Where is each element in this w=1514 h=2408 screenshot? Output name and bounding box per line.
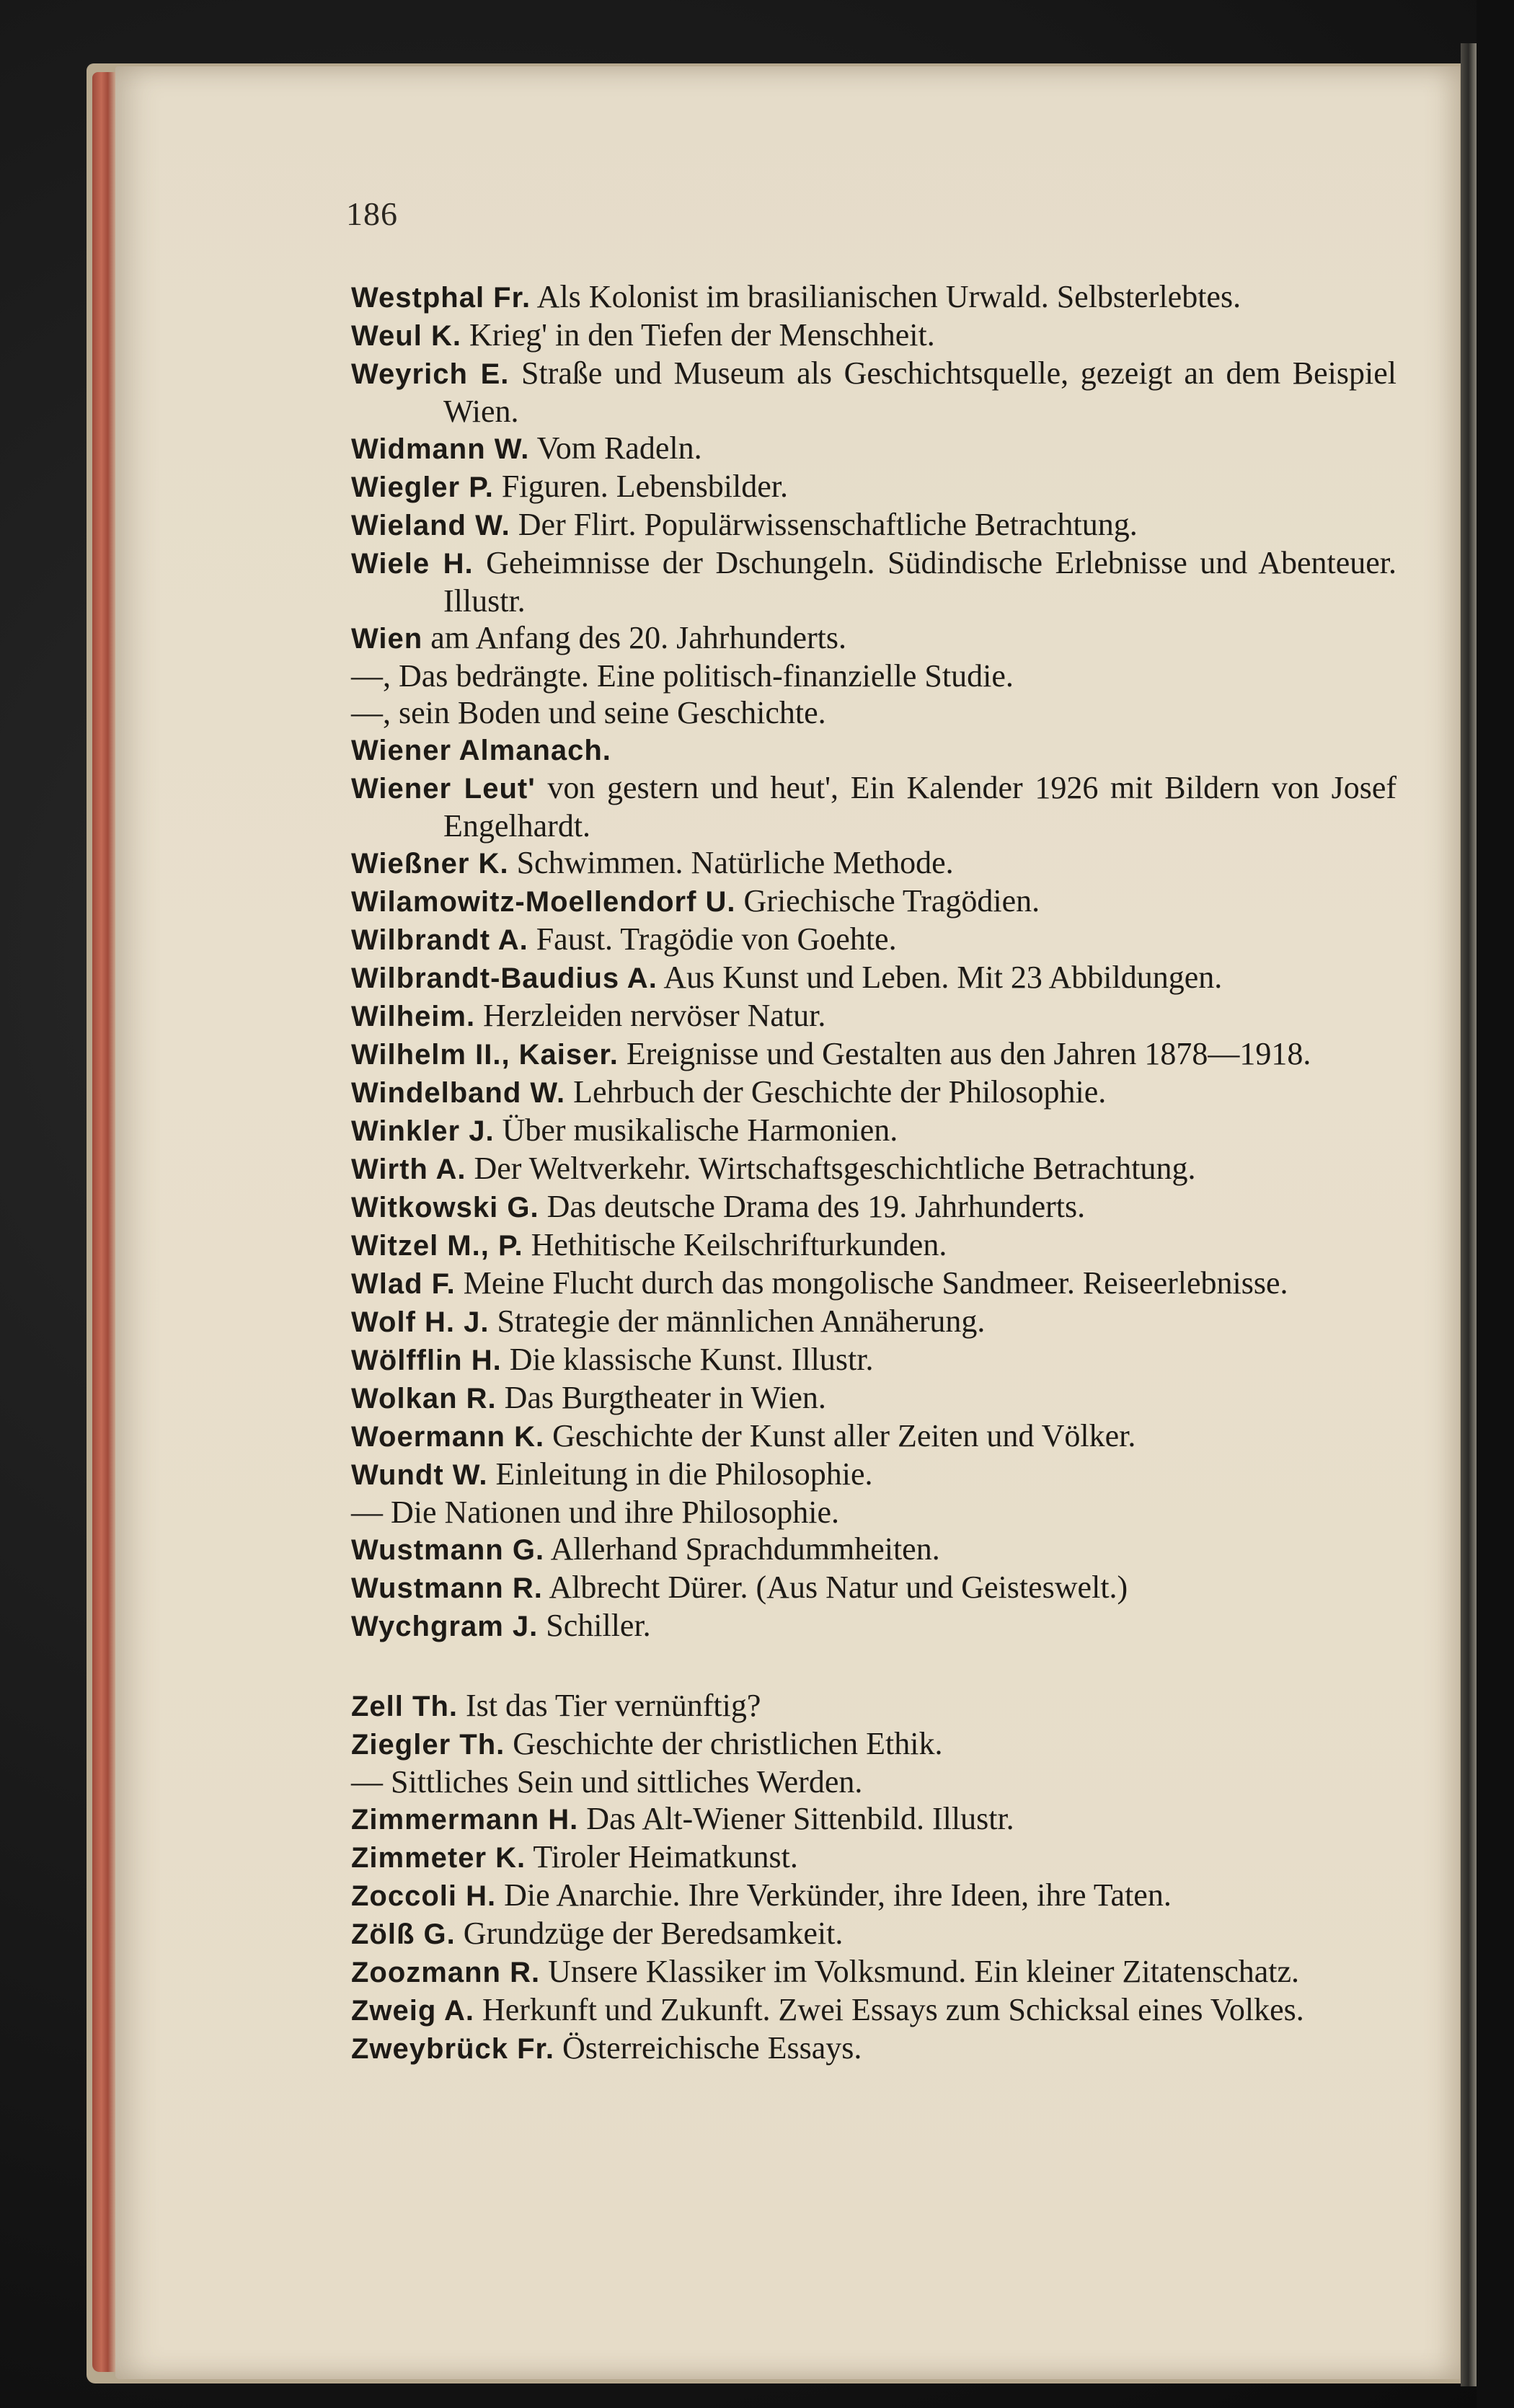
entry-title: Vom Radeln.	[536, 430, 702, 466]
bibliography-entry	[351, 1456, 1396, 1494]
entry-title: Meine Flucht durch das mongolische Sandmeer. Reiseerlebnisse.	[463, 1265, 1288, 1301]
entry-author: Wustmann G.	[351, 1534, 545, 1566]
entry-title: Das Alt-Wiener Sittenbild. Illustr.	[586, 1801, 1014, 1836]
entry-title: Strategie der männlichen Annäherung.	[497, 1303, 986, 1339]
entry-title: Krieg' in den Tiefen der Menschheit.	[469, 317, 935, 353]
entry-author: Westphal Fr.	[351, 282, 531, 314]
entry-title: Tiroler Heimatkunst.	[533, 1839, 798, 1874]
bibliography-entry	[351, 1303, 1396, 1341]
entry-author: Wilheim.	[351, 1001, 476, 1032]
entry-author: Zoozmann R.	[351, 1957, 541, 1988]
bibliography-entry	[351, 1877, 1396, 1915]
page-stack-red-edge	[92, 72, 118, 2372]
bibliography-entry	[351, 468, 1396, 506]
bibliography-entry	[351, 317, 1396, 355]
bibliography-entry	[351, 2029, 1396, 2068]
entry-author: Zimmermann H.	[351, 1804, 579, 1836]
entry-author: Widmann W.	[351, 433, 530, 465]
entry-title: Figuren. Lebensbilder.	[501, 469, 789, 504]
entry-title: Einleitung in die Philosophie.	[495, 1456, 873, 1492]
bibliography-entry	[351, 882, 1396, 921]
bibliography-entry	[351, 1569, 1396, 1607]
entry-title: Ereignisse und Gestalten aus den Jahren 1878—1918.	[626, 1036, 1311, 1071]
entry-author: Wießner K.	[351, 848, 509, 880]
entry-title: — Die Nationen und ihre Philosophie.	[351, 1495, 840, 1530]
bibliography-entry	[351, 921, 1396, 959]
bibliography-entry	[351, 1494, 1396, 1531]
book-gutter	[1461, 43, 1477, 2386]
bibliography-entry	[351, 1226, 1396, 1265]
bibliography-entry	[351, 1035, 1396, 1074]
bibliography-entry	[351, 1379, 1396, 1417]
entry-title: Schiller.	[546, 1608, 651, 1643]
entry-title: Geheimnisse der Dschungeln. Südindische Erlebnisse und Abenteuer. Illustr.	[443, 545, 1397, 619]
bibliography-entry	[351, 355, 1396, 430]
entry-author: Wilamowitz-Moellendorf U.	[351, 886, 736, 918]
entry-author: Weul K.	[351, 320, 461, 352]
entry-author: Wolf H. J.	[351, 1306, 490, 1338]
bibliography-entry	[351, 506, 1396, 544]
entry-title: Allerhand Sprachdummheiten.	[550, 1531, 940, 1567]
entry-title: Aus Kunst und Leben. Mit 23 Abbildungen.	[663, 960, 1223, 995]
section-gap	[351, 1645, 1396, 1687]
bibliography-entry	[351, 1838, 1396, 1877]
entry-author: Wirth A.	[351, 1154, 466, 1185]
entry-author: Wolkan R.	[351, 1383, 497, 1415]
entry-author: Witkowski G.	[351, 1192, 539, 1223]
entries-w-section	[351, 278, 1396, 1645]
entry-title: Als Kolonist im brasilianischen Urwald. Selbsterlebtes.	[536, 279, 1241, 314]
entry-title: Schwimmen. Natürliche Methode.	[516, 845, 954, 880]
bibliography-entry	[351, 1341, 1396, 1379]
entry-title: —, Das bedrängte. Eine politisch-finanzielle Studie.	[351, 658, 1014, 694]
bibliography-entry	[351, 619, 1396, 658]
entry-author: Wundt W.	[351, 1459, 488, 1491]
entry-author: Wlad F.	[351, 1268, 456, 1300]
bibliography-entry	[351, 1188, 1396, 1226]
entry-author: Wiele H.	[351, 548, 474, 580]
bibliography-entry	[351, 731, 1396, 769]
entry-author: Zimmeter K.	[351, 1842, 526, 1874]
entry-title: von gestern und heut', Ein Kalender 1926 mit Bildern von Josef Engelhardt.	[443, 770, 1396, 844]
entry-title: Albrecht Dürer. (Aus Natur und Geisteswelt.)	[549, 1570, 1128, 1605]
bibliography-entry	[351, 997, 1396, 1035]
entry-author: Wiener Almanach.	[351, 735, 611, 766]
bibliography-entry	[351, 1763, 1396, 1800]
entry-title: Über musikalische Harmonien.	[502, 1112, 898, 1148]
bibliography-entry	[351, 844, 1396, 882]
bibliography-entry	[351, 278, 1396, 317]
entry-title: Herzleiden nervöser Natur.	[483, 998, 826, 1033]
entry-title: Der Weltverkehr. Wirtschaftsgeschichtliche Betrachtung.	[474, 1151, 1196, 1186]
bibliography-entry	[351, 1800, 1396, 1838]
entry-title: Herkunft und Zukunft. Zwei Essays zum Schicksal eines Volkes.	[482, 1992, 1304, 2027]
page-number: 186	[346, 195, 398, 232]
entry-title: Die klassische Kunst. Illustr.	[509, 1342, 874, 1377]
entry-author: Winkler J.	[351, 1115, 495, 1147]
entry-author: Zölß G.	[351, 1918, 456, 1950]
entry-author: Wiener Leut'	[351, 773, 536, 805]
bibliography-entry	[351, 1150, 1396, 1188]
entry-title: Lehrbuch der Geschichte der Philosophie.	[573, 1074, 1107, 1110]
bibliography-entry	[351, 658, 1396, 694]
entry-title: Das Burgtheater in Wien.	[504, 1380, 826, 1415]
bibliography-entry	[351, 1915, 1396, 1953]
entry-title: Unsere Klassiker im Volksmund. Ein kleiner Zitatenschatz.	[548, 1954, 1300, 1989]
bibliography-entry	[351, 959, 1396, 997]
entry-title: am Anfang des 20. Jahrhunderts.	[430, 620, 846, 655]
entry-author: Zweybrück Fr.	[351, 2033, 554, 2065]
entry-title: Hethitische Keilschrifturkunden.	[531, 1227, 947, 1262]
bibliography-entry	[351, 1112, 1396, 1150]
entry-title: Ist das Tier vernünftig?	[466, 1688, 761, 1723]
entry-author: Zweig A.	[351, 1995, 474, 2027]
entries-z-section	[351, 1687, 1396, 2068]
entry-author: Wölfflin H.	[351, 1345, 502, 1376]
bibliography-entry	[351, 1265, 1396, 1303]
entry-author: Wustmann R.	[351, 1572, 543, 1604]
entry-author: Windelband W.	[351, 1077, 566, 1109]
entry-title: Geschichte der Kunst aller Zeiten und Völker.	[552, 1418, 1136, 1453]
entry-author: Wychgram J.	[351, 1611, 539, 1642]
entry-author: Zoccoli H.	[351, 1880, 497, 1912]
bibliography-list	[351, 278, 1396, 2068]
bibliography-entry	[351, 1953, 1396, 1991]
entry-author: Wilbrandt A.	[351, 924, 528, 956]
bibliography-entry	[351, 544, 1396, 619]
bibliography-entry	[351, 1687, 1396, 1725]
entry-title: Grundzüge der Beredsamkeit.	[463, 1916, 844, 1951]
bibliography-entry	[351, 1725, 1396, 1763]
bibliography-entry	[351, 1531, 1396, 1569]
bibliography-entry	[351, 1074, 1396, 1112]
entry-author: Zell Th.	[351, 1691, 458, 1722]
bibliography-entry	[351, 769, 1396, 844]
entry-author: Wilhelm II., Kaiser.	[351, 1039, 619, 1071]
entry-author: Wien	[351, 623, 423, 655]
entry-title: Der Flirt. Populärwissenschaftliche Betrachtung.	[518, 507, 1138, 542]
bibliography-entry	[351, 694, 1396, 731]
entry-title: Griechische Tragödien.	[743, 883, 1040, 919]
entry-author: Witzel M., P.	[351, 1230, 523, 1262]
entry-author: Ziegler Th.	[351, 1729, 505, 1761]
bibliography-entry	[351, 1991, 1396, 2029]
entry-title: —, sein Boden und seine Geschichte.	[351, 695, 826, 730]
entry-title: — Sittliches Sein und sittliches Werden.	[351, 1764, 863, 1800]
bibliography-entry	[351, 1417, 1396, 1456]
entry-author: Woermann K.	[351, 1421, 545, 1453]
entry-title: Faust. Tragödie von Goehte.	[536, 921, 897, 957]
entry-author: Wiegler P.	[351, 472, 494, 503]
entry-author: Wieland W.	[351, 510, 510, 541]
entry-author: Wilbrandt-Baudius A.	[351, 962, 658, 994]
right-dark-margin	[1477, 0, 1514, 2408]
entry-title: Das deutsche Drama des 19. Jahrhunderts.	[546, 1189, 1086, 1224]
bibliography-entry	[351, 430, 1396, 468]
entry-title: Österreichische Essays.	[562, 2030, 862, 2066]
entry-title: Die Anarchie. Ihre Verkünder, ihre Ideen, ihre Taten.	[504, 1877, 1172, 1913]
bibliography-entry	[351, 1607, 1396, 1645]
entry-title: Straße und Museum als Geschichtsquelle, gezeigt an dem Beispiel Wien.	[443, 355, 1397, 429]
entry-title: Geschichte der christlichen Ethik.	[513, 1726, 943, 1761]
entry-author: Weyrich E.	[351, 358, 510, 390]
